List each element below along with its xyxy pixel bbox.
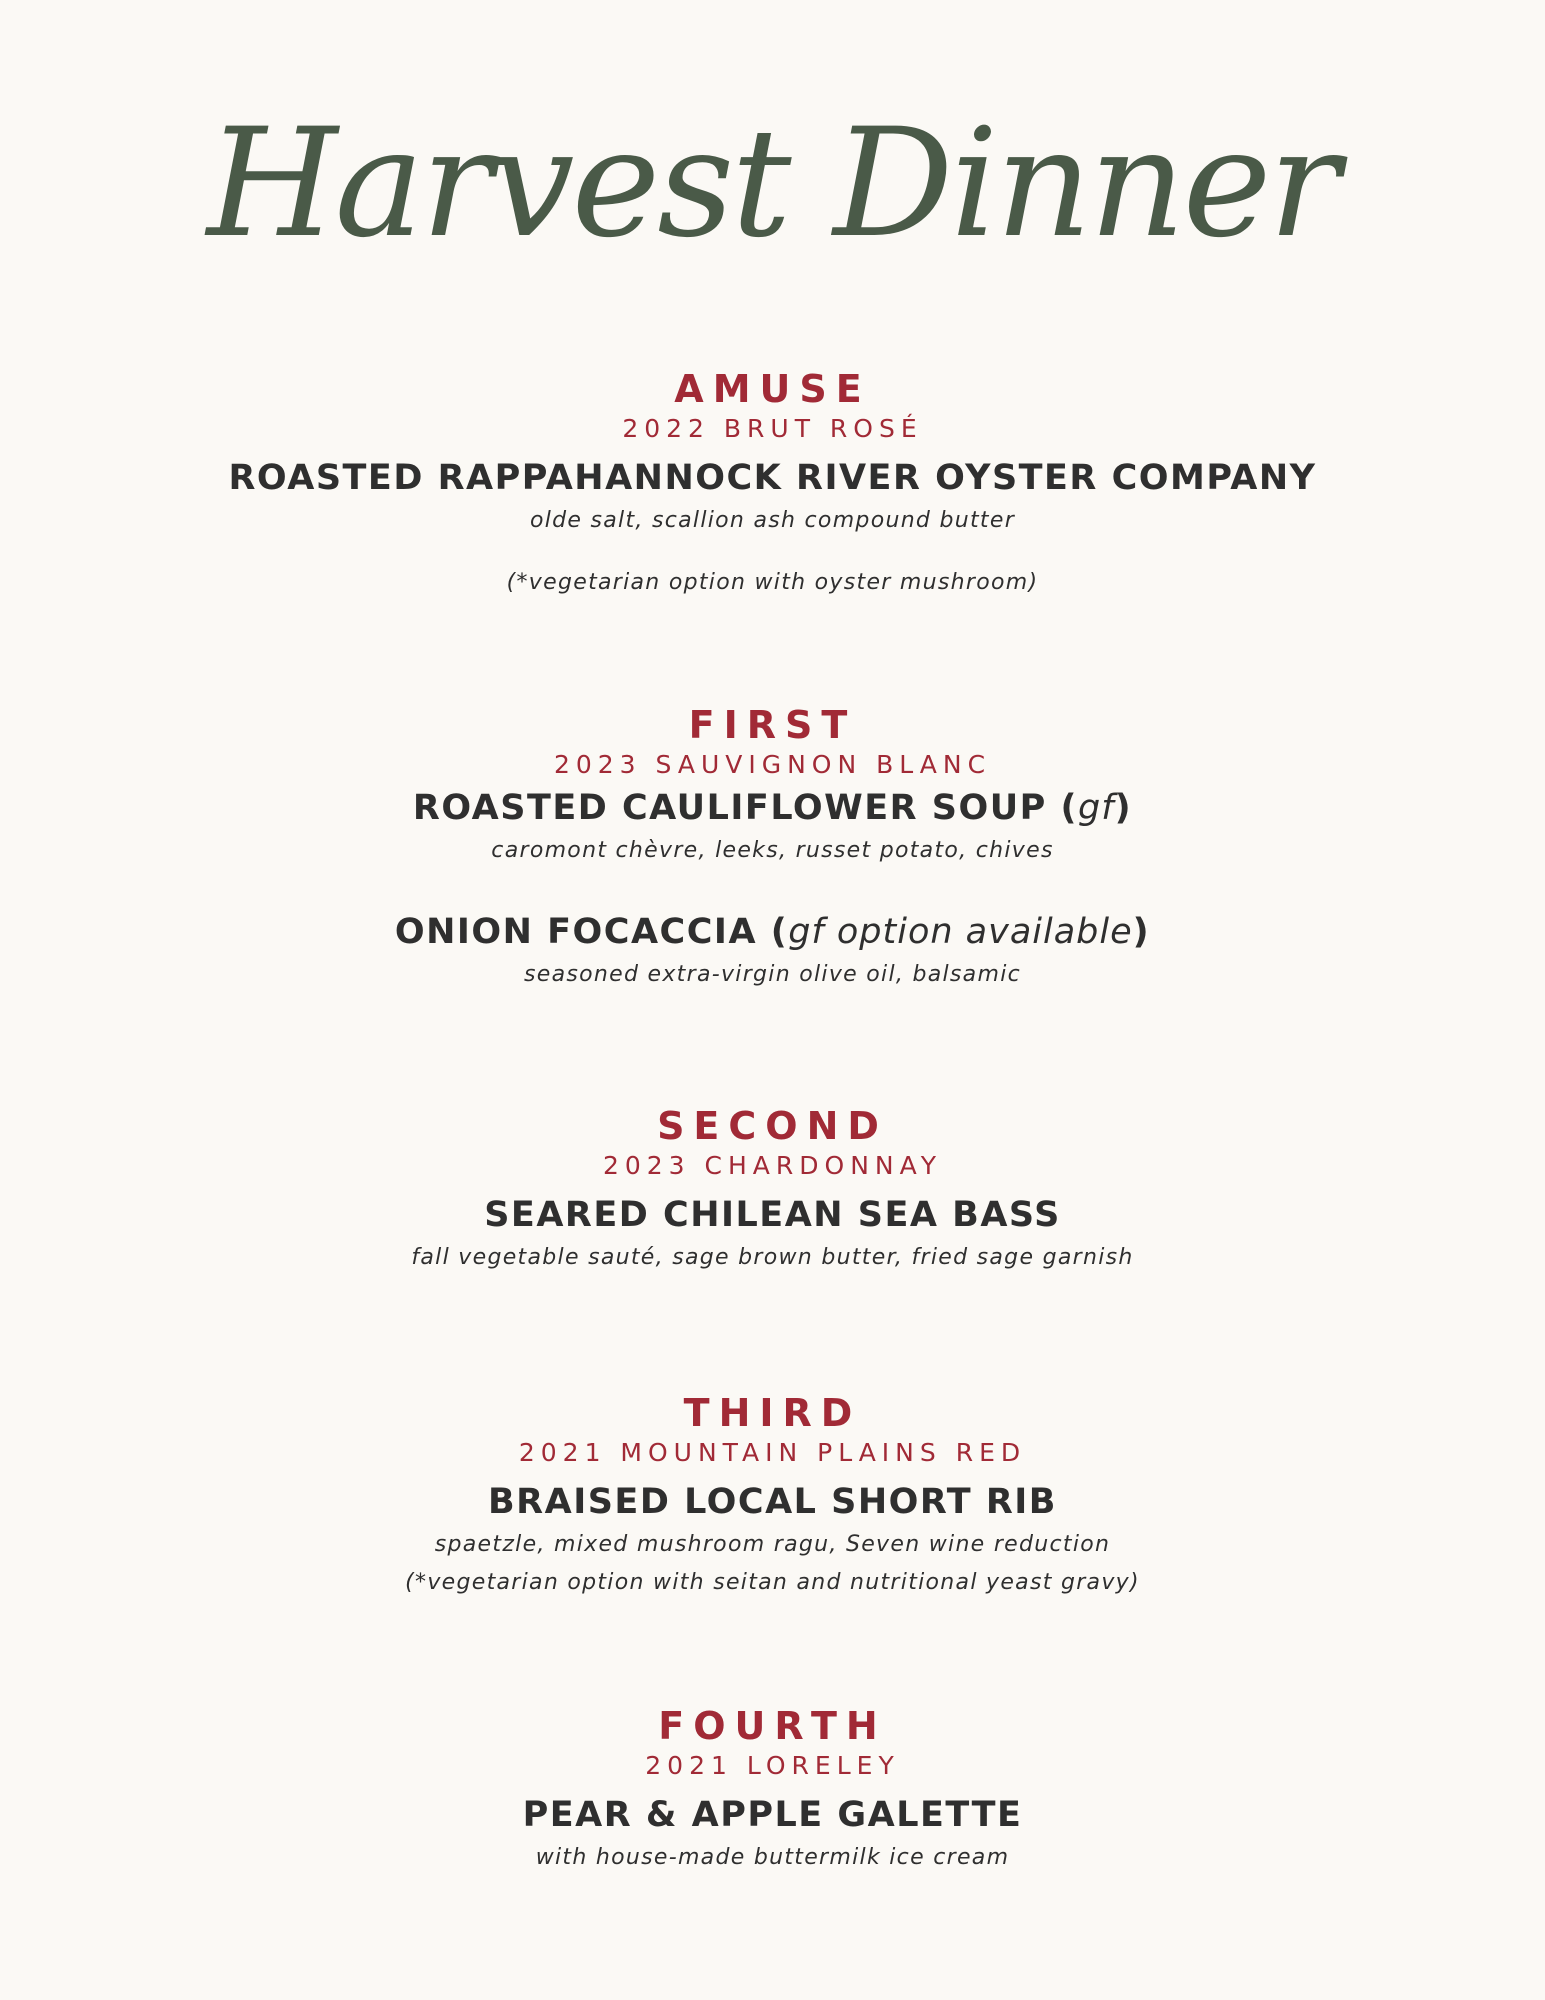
dish-title — [0, 908, 1545, 956]
course-amuse — [0, 366, 1545, 602]
dish-name: ONION FOCACCIA — [394, 912, 758, 952]
course-heading: SECOND — [657, 1104, 888, 1148]
dish-paren-open: ( — [757, 912, 789, 952]
course-fourth — [0, 1703, 1545, 1877]
course-heading: FOURTH — [658, 1704, 887, 1748]
dish-name: BRAISED LOCAL SHORT RIB — [487, 1482, 1057, 1522]
course-first — [0, 702, 1545, 994]
course-heading: FIRST — [688, 703, 857, 747]
wine-pairing: 2021 LORELEY — [645, 1751, 900, 1780]
dish-dietary-note: gf — [1078, 788, 1115, 828]
dish-description: seasoned extra-virgin olive oil, balsamic — [523, 962, 1022, 987]
dish-description: caromont chèvre, leeks, russet potato, chives — [491, 838, 1054, 863]
dish-name: ROASTED RAPPAHANNOCK RIVER OYSTER COMPANY — [228, 458, 1317, 498]
dish-name: SEARED CHILEAN SEA BASS — [484, 1195, 1061, 1235]
dish-dietary-note: gf option available — [788, 912, 1133, 952]
wine-pairing: 2023 SAUVIGNON BLANC — [553, 750, 992, 779]
course-second — [0, 1103, 1545, 1277]
dish-paren-open: ( — [1046, 788, 1079, 828]
dish-name: PEAR & APPLE GALETTE — [522, 1795, 1023, 1835]
dish-paren-close: ) — [1132, 912, 1151, 952]
wine-pairing: 2021 MOUNTAIN PLAINS RED — [518, 1438, 1027, 1467]
dish-description: spaetzle, mixed mushroom ragu, Seven wine reduction — [434, 1532, 1111, 1557]
wine-pairing: 2023 CHARDONNAY — [602, 1151, 943, 1180]
dish-vegetarian-note: (*vegetarian option with oyster mushroom) — [506, 570, 1039, 595]
dish-title — [0, 784, 1545, 832]
dish-vegetarian-note: (*vegetarian option with seitan and nutritional yeast gravy) — [405, 1570, 1140, 1595]
menu-title — [0, 0, 1545, 340]
dish-paren-close: ) — [1114, 788, 1133, 828]
dish-description: fall vegetable sauté, sage brown butter, fried sage garnish — [411, 1245, 1134, 1270]
dish-name: ROASTED CAULIFLOWER SOUP — [412, 788, 1047, 828]
course-heading: THIRD — [683, 1391, 862, 1435]
course-heading: AMUSE — [674, 367, 871, 411]
dish-description: with house-made buttermilk ice cream — [535, 1845, 1010, 1870]
dish-description: olde salt, scallion ash compound butter — [529, 508, 1016, 533]
title-text: Harvest Dinner — [206, 97, 1338, 271]
course-third — [0, 1390, 1545, 1602]
wine-pairing: 2022 BRUT ROSÉ — [622, 414, 923, 443]
